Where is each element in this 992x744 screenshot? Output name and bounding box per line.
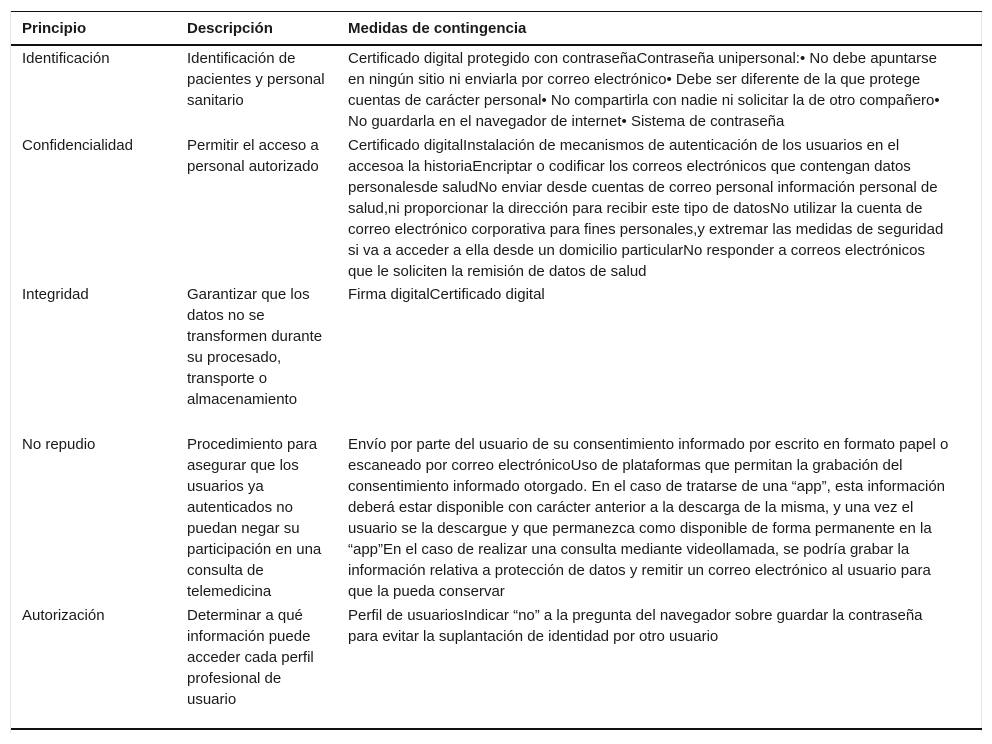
table-row: [11, 603, 982, 729]
table-row: [11, 282, 982, 432]
table-row: [11, 134, 982, 282]
cell-principio: No repudio: [22, 436, 96, 453]
cell-principio: Integridad: [22, 286, 89, 303]
table-header: [11, 12, 982, 46]
cell-principio: Identificación: [22, 50, 110, 67]
cell-descripcion: Procedimiento para asegurar que los usuarios ya autenticados no puedan negar su participación en una consulta de telemedicina: [187, 436, 322, 600]
cell-medidas: Envío por parte del usuario de su consentimiento informado por escrito en formato papel o escaneado por correo electrónicoUso de plataformas que permitan la grabación del consentimiento informado otorgado. En el caso de tratarse de una “app”, esta información deberá estar disponible con carácter anterior a la descarga de la misma, y una vez el usuario se la descargue y que permanezca como disponible de forma permanente en la “app”En el caso de realizar una consulta mediante videollamada, se podría grabar la información relativa a protección de datos y remitir un correo electrónico al usuario para que la pueda conservar: [348, 436, 949, 600]
cell-principio: Autorización: [22, 607, 105, 624]
table-row: [11, 45, 982, 134]
contingency-table-container: [10, 11, 982, 733]
header-row: [11, 12, 982, 46]
header-principio: Principio: [22, 20, 87, 37]
cell-medidas: Perfil de usuariosIndicar “no” a la pregunta del navegador sobre guardar la contraseña para evitar la suplantación de identidad por otro usuario: [348, 607, 923, 645]
table-body: [11, 45, 982, 729]
cell-descripcion: Determinar a qué información puede acceder cada perfil profesional de usuario: [187, 607, 314, 708]
contingency-measures-table: [11, 11, 982, 730]
cell-descripcion: Identificación de pacientes y personal sanitario: [187, 50, 325, 109]
cell-descripcion: Permitir el acceso a personal autorizado: [187, 137, 319, 175]
cell-descripcion: Garantizar que los datos no se transformen durante su procesado, transporte o almacenamiento: [187, 286, 323, 408]
header-medidas: Medidas de contingencia: [348, 20, 527, 37]
cell-medidas: Certificado digitalInstalación de mecanismos de autenticación de los usuarios en el accesoa la historiaEncriptar o codificar los correos electrónicos que contengan datos personalesde saludNo enviar desde cuentas de correo personal información personal de salud,ni proporcionar la dirección para recibir este tipo de datosNo utilizar la cuenta de correo electrónico corporativa para fines personales,y extremar las medidas de seguridad si va a acceder a ella desde un domicilio particularNo responder a correos electrónicos que le soliciten la remisión de datos de salud: [348, 137, 944, 280]
cell-principio: Confidencialidad: [22, 137, 133, 154]
cell-medidas: Certificado digital protegido con contraseñaContraseña unipersonal:• No debe apuntarse en ningún sitio ni enviarla por correo electrónico• Debe ser diferente de la que protege cuentas de carácter personal• No compartirla con nadie ni solicitar la de otro compañero• No guardarla en el navegador de internet• Sistema de contraseña: [348, 50, 940, 130]
cell-medidas: Firma digitalCertificado digital: [348, 286, 545, 303]
table-row: [11, 432, 982, 603]
header-descripcion: Descripción: [187, 20, 273, 37]
